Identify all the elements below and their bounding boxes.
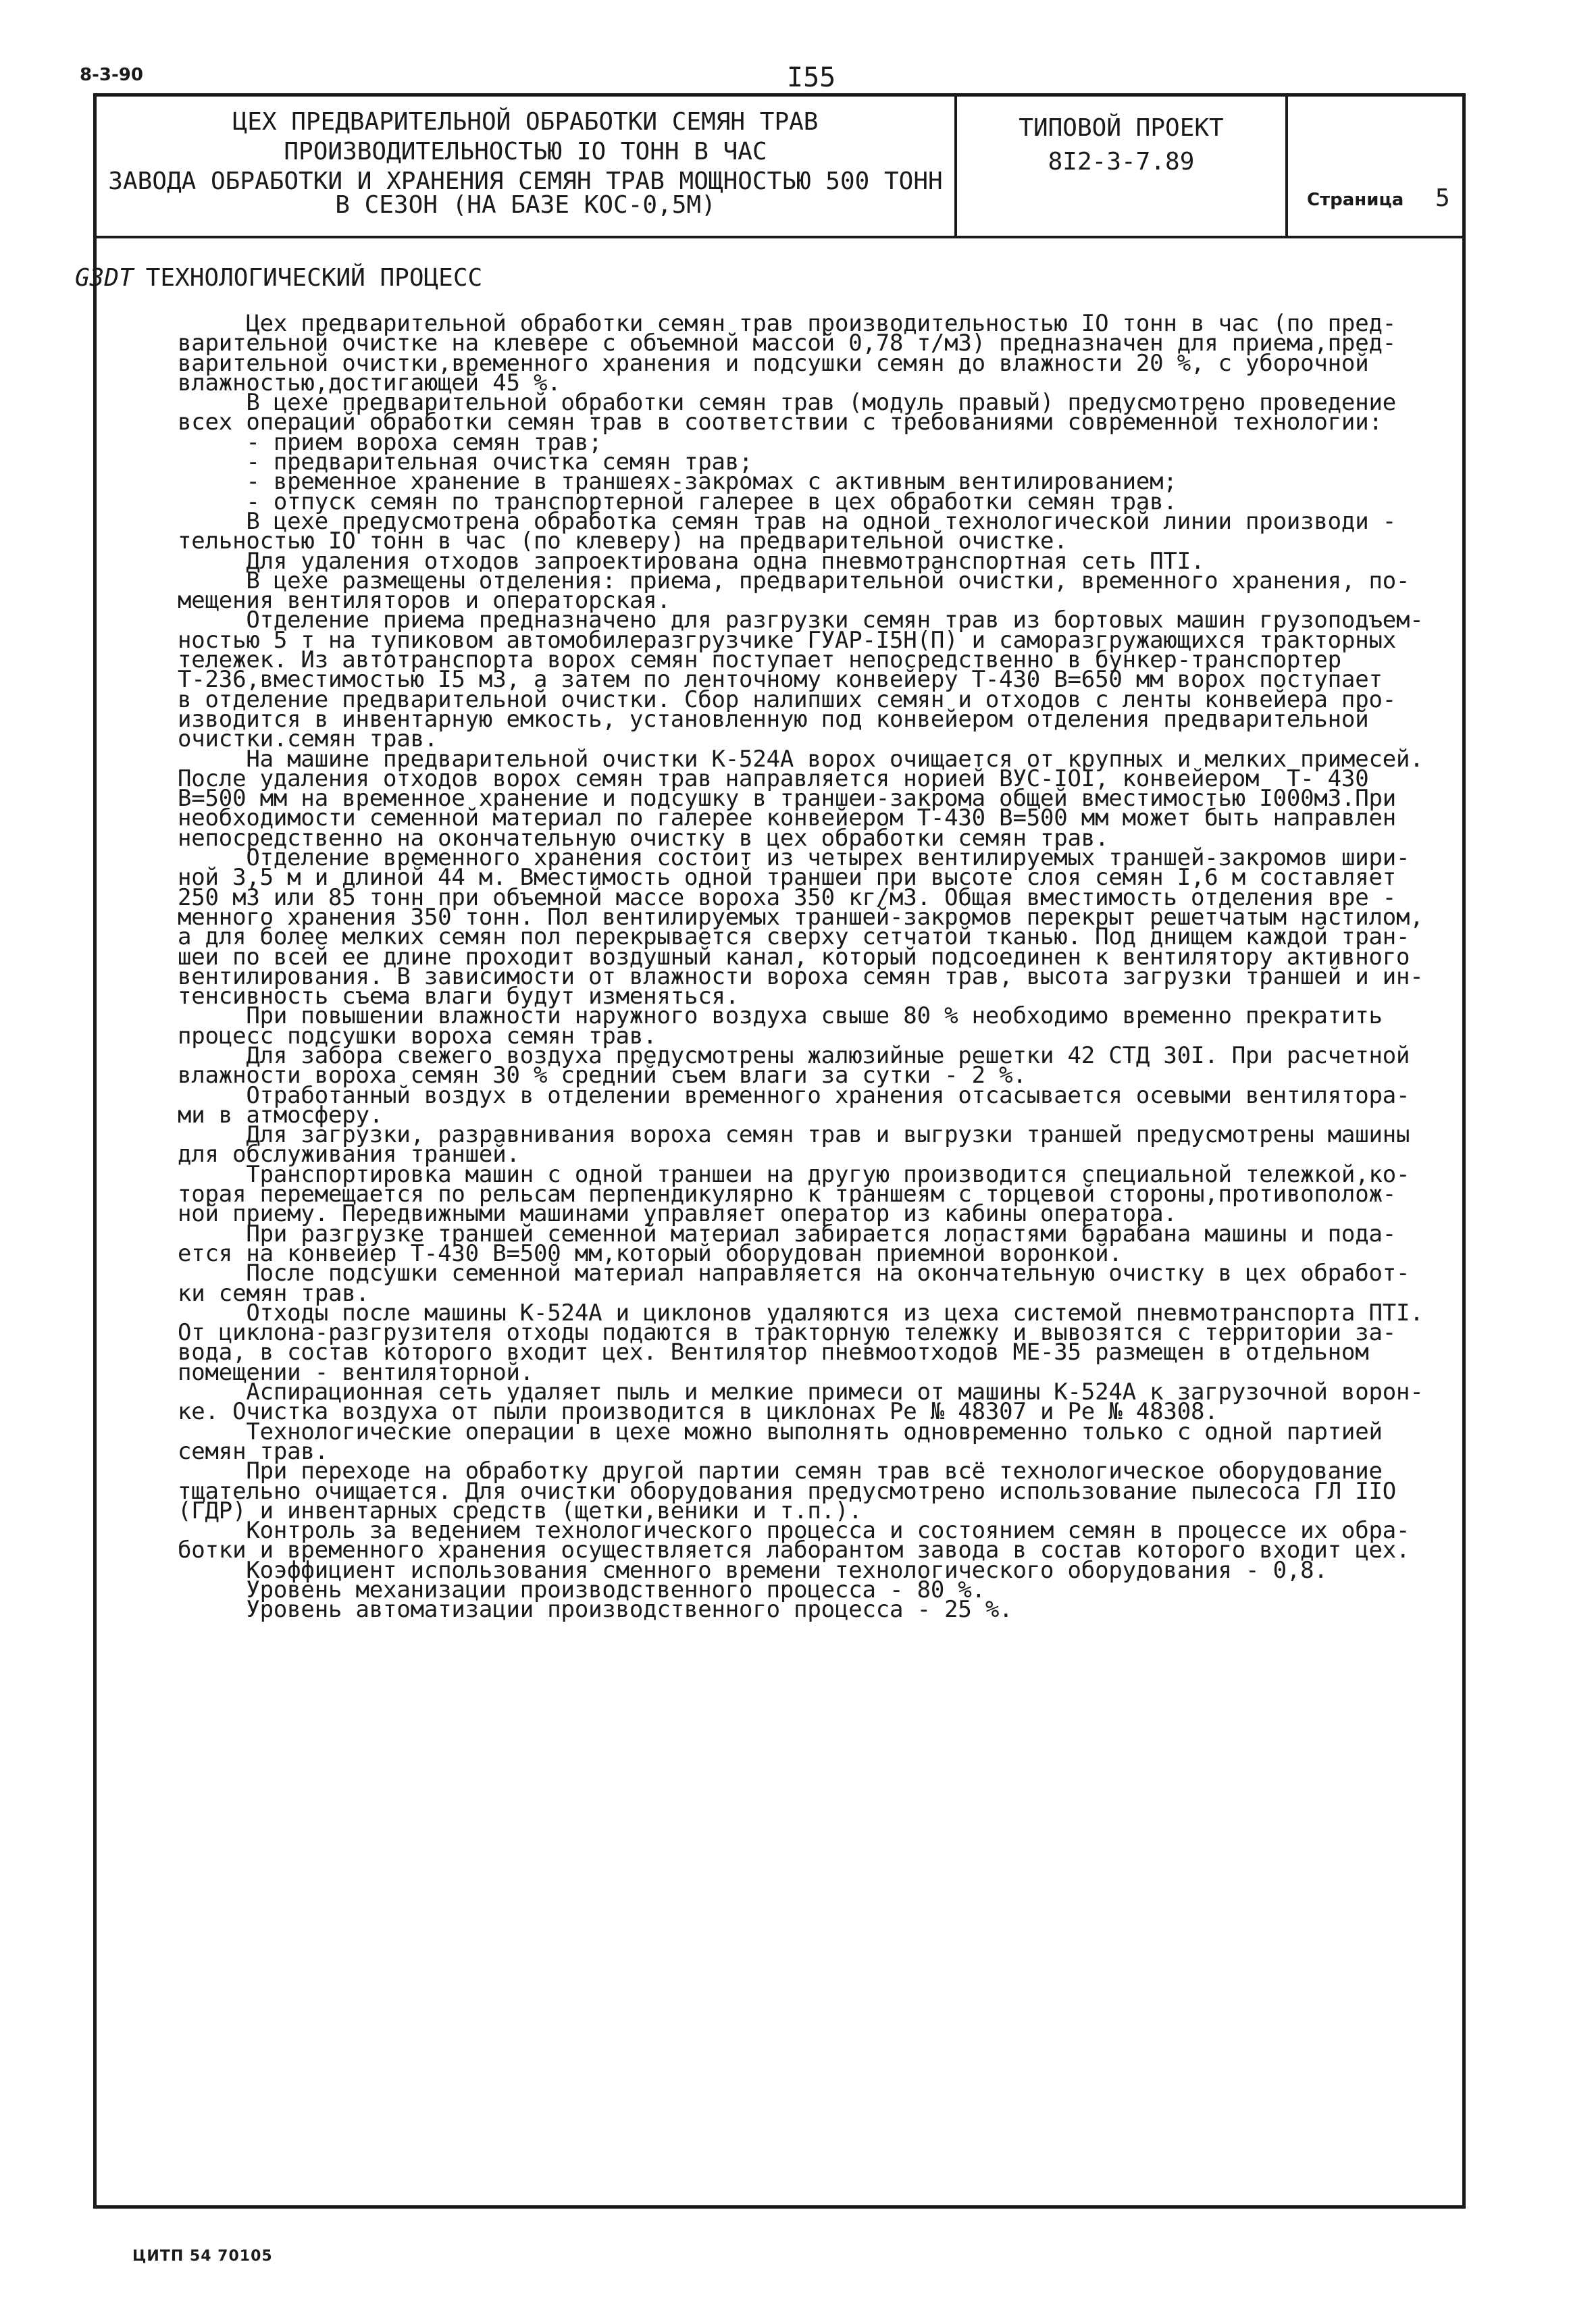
text-line: От циклона-разгрузителя отходы подаются в тракторную тележку и вывозятся с территории за- [178,1319,1397,1347]
title-cell [97,97,954,236]
text-line: ки семян трав. [178,1279,369,1307]
text-line: Отработанный воздух в отделении временного хранения отсасывается осевыми вентилятора- [178,1081,1410,1109]
section-code: G3DT [75,264,134,292]
text-line: 250 м3 или 85 тонн при объемной массе вороха 350 кг/м3. Общая вместимость отделения вре - [178,883,1397,911]
text-line: Для загрузки, разравнивания вороха семян трав и выгрузки траншей предусмотрены машины [178,1121,1410,1149]
text-line: При переходе на обработку другой партии семян трав всё технологическое оборудование [178,1458,1383,1485]
text-line: шеи по всей ее длине проходит воздушный канал, который подсоединен к вентилятору активного [178,943,1410,971]
text-line: торая перемещается по рельсам перпендикулярно к траншеям с торцевой стороны,противополож- [178,1181,1397,1208]
title-block [97,97,1462,238]
text-line: очистки.семян трав. [178,725,438,753]
text-line: для обслуживания траншей. [178,1141,520,1168]
title-line: ЦЕХ ПРЕДВАРИТЕЛЬНОЙ ОБРАБОТКИ СЕМЯН ТРАВ [232,108,819,136]
text-line: ботки и временного хранения осуществляется лаборантом завода в состав которого входит цех. [178,1537,1410,1564]
body-text [178,310,1461,1624]
page-cell [1285,97,1462,236]
page-frame [75,93,1466,2209]
text-line: Отделение приема предназначено для разгрузки семян трав из бортовых машин грузоподъем- [178,607,1424,634]
text-line: - отпуск семян по транспортерной галерее в цех обработки семян трав. [178,488,1177,515]
section-heading [75,264,482,292]
text-line: Аспирационная сеть удаляет пыль и мелкие примеси от машины К-524А к загрузочной ворон- [178,1379,1424,1406]
text-line: вентилирования. В зависимости от влажности вороха семян трав, высота загрузки траншей и ин- [178,962,1424,990]
text-line: После подсушки семенной материал направляется на окончательную очистку в цех обработ- [178,1260,1410,1287]
document-code: 8-3-90 [80,65,143,85]
text-line: необходимости семенной материал по галерее конвейером Т-430 В=500 мм может быть направлен [178,804,1397,832]
section-title: ТЕХНОЛОГИЧЕСКИЙ ПРОЦЕСС [145,264,483,292]
text-line: варительной очистки,временного хранения и подсушки семян до влажности 20 %, с уборочной [178,349,1369,377]
text-line: Для удаления отходов запроектирована одна пневмотранспортная сеть ПТI. [178,547,1205,575]
text-line: В цехе предварительной обработки семян трав (модуль правый) предусмотрено проведение [178,389,1397,417]
text-line: Отходы после машины К-524А и циклонов удаляются из цеха системой пневмотранспорта ПТI. [178,1299,1424,1327]
text-line: тележек. Из автотранспорта ворох семян поступает непосредственно в бункер-транспортер [178,646,1341,674]
text-line: - предварительная очистка семян трав; [178,448,753,476]
text-line: (ГДР) и инвентарных средств (щетки,веники и т.п.). [178,1497,863,1524]
text-line: вода, в состав которого входит цех. Вентилятор пневмоотходов МЕ-35 размещен в отдельном [178,1339,1369,1366]
text-line: влажностью,достигающей 45 %. [178,369,561,396]
text-line: семян трав. [178,1437,328,1465]
text-line: непосредственно на окончательную очистку в цех обработки семян трав. [178,824,1109,852]
text-line: ется на конвейер Т-430 В=500 мм,который оборудован приемной воронкой. [178,1239,1123,1267]
text-line: - временное хранение в траншеях-закромах с активным вентилированием; [178,468,1177,496]
text-line: Уровень автоматизации производственного процесса - 25 %. [178,1596,1013,1624]
text-line: всех операций обработки семян трав в соответствии с требованиями современной технологии: [178,409,1383,436]
text-line: В цехе предусмотрена обработка семян трав на одной технологической линии производи - [178,507,1397,535]
text-line: влажности вороха семян 30 % средний съем влаги за сутки - 2 %. [178,1062,1027,1089]
text-line: Для забора свежего воздуха предусмотрены жалюзийные решетки 42 СТД 30I. При расчетной [178,1042,1410,1069]
text-line: Технологические операции в цехе можно выполнять одновременно только с одной партией [178,1418,1383,1445]
project-cell [954,97,1285,236]
text-line: тенсивность съема влаги будут изменяться. [178,983,740,1010]
project-label: ТИПОВОЙ ПРОЕКТ [1019,114,1224,142]
text-line: а для более мелких семян пол перекрывается сверху сетчатой тканью. Под днищем каждой тран- [178,923,1410,951]
text-line: тщательно очищается. Для очистки оборудования предусмотрено использование пылесоса ГЛ IIO [178,1477,1397,1505]
text-line: В=500 мм на временное хранение и подсушку в траншеи-закрома общей вместимостью I000м3.При [178,785,1397,813]
text-line: тельностью IO тонн в час (по клеверу) на предварительной очистке. [178,528,1068,555]
footer-stamp: ЦИТП 54 70105 [132,2248,273,2265]
title-line: ЗАВОДА ОБРАБОТКИ И ХРАНЕНИЯ СЕМЯН ТРАВ МОЩНОСТЬЮ 500 ТОНН [108,168,943,195]
text-line: в отделение предварительной очистки. Сбор налипших семян и отходов с ленты конвейера про- [178,686,1397,713]
page-value: 5 [1435,184,1450,212]
text-line: Цех предварительной обработки семян трав производительностью IO тонн в час (по пред- [178,310,1397,337]
text-line: Т-236,вместимостью I5 м3, а затем по ленточному конвейеру Т-430 В=650 мм ворох поступает [178,666,1383,694]
text-line: ной 3,5 м и длиной 44 м. Вместимость одной траншеи при высоте слоя семян I,6 м составляет [178,864,1397,892]
text-line: При разгрузке траншей семенной материал забирается лопастями барабана машины и пода- [178,1220,1397,1248]
text-line: Контроль за ведением технологического процесса и состоянием семян в процессе их обра- [178,1517,1410,1545]
text-line: ке. Очистка воздуха от пыли производится в циклонах Ре № 48307 и Ре № 48308. [178,1398,1218,1426]
text-line: В цехе размещены отделения: приема, предварительной очистки, временного хранения, по- [178,567,1410,594]
text-line: ностью 5 т на тупиковом автомобилеразгрузчике ГУАР-I5Н(П) и саморазгружающихся тракторных [178,626,1397,654]
text-line: После удаления отходов ворох семян трав направляется норией ВУС-IOI, конвейером Т- 430 [178,765,1369,792]
text-line: помещении - вентиляторной. [178,1358,534,1386]
text-line: варительной очистке на клевере с объемной массой 0,78 т/м3) предназначен для приема,пред- [178,330,1397,357]
text-line: - прием вороха семян трав; [178,428,602,456]
project-number: 8I2-3-7.89 [1048,148,1195,176]
text-line: мещения вентиляторов и операторская. [178,587,671,615]
page-number: I55 [787,62,836,93]
text-line: процесс подсушки вороха семян трав. [178,1022,657,1050]
text-line: менного хранения 350 тонн. Пол вентилируемых траншей-закромов перекрыт решетчатым настилом, [178,903,1424,931]
text-line: Транспортировка машин с одной траншеи на другую производится специальной тележкой,ко- [178,1160,1410,1188]
text-line: Коэффициент использования сменного времени технологического оборудования - 0,8. [178,1556,1328,1584]
text-line: Уровень механизации производственного процесса - 80 %. [178,1576,985,1603]
title-line: В СЕЗОН (НА БАЗЕ КОС-0,5М) [335,191,716,219]
page-label: Страница [1307,190,1404,210]
text-line: изводится в инвентарную емкость, установленную под конвейером отделения предварительной [178,705,1369,733]
title-line: ПРОИЗВОДИТЕЛЬНОСТЬЮ IO ТОНН В ЧАС [284,138,767,165]
text-line: При повышении влажности наружного воздуха свыше 80 % необходимо временно прекратить [178,1002,1383,1030]
text-line: На машине предварительной очистки К-524А ворох очищается от крупных и мелких примесей. [178,745,1424,773]
text-line: ной приему. Передвижными машинами управляет оператор из кабины оператора. [178,1200,1177,1228]
text-line: ми в атмосферу. [178,1101,384,1129]
text-line: Отделение временного хранения состоит из четырех вентилируемых траншей-закромов шири- [178,844,1410,872]
